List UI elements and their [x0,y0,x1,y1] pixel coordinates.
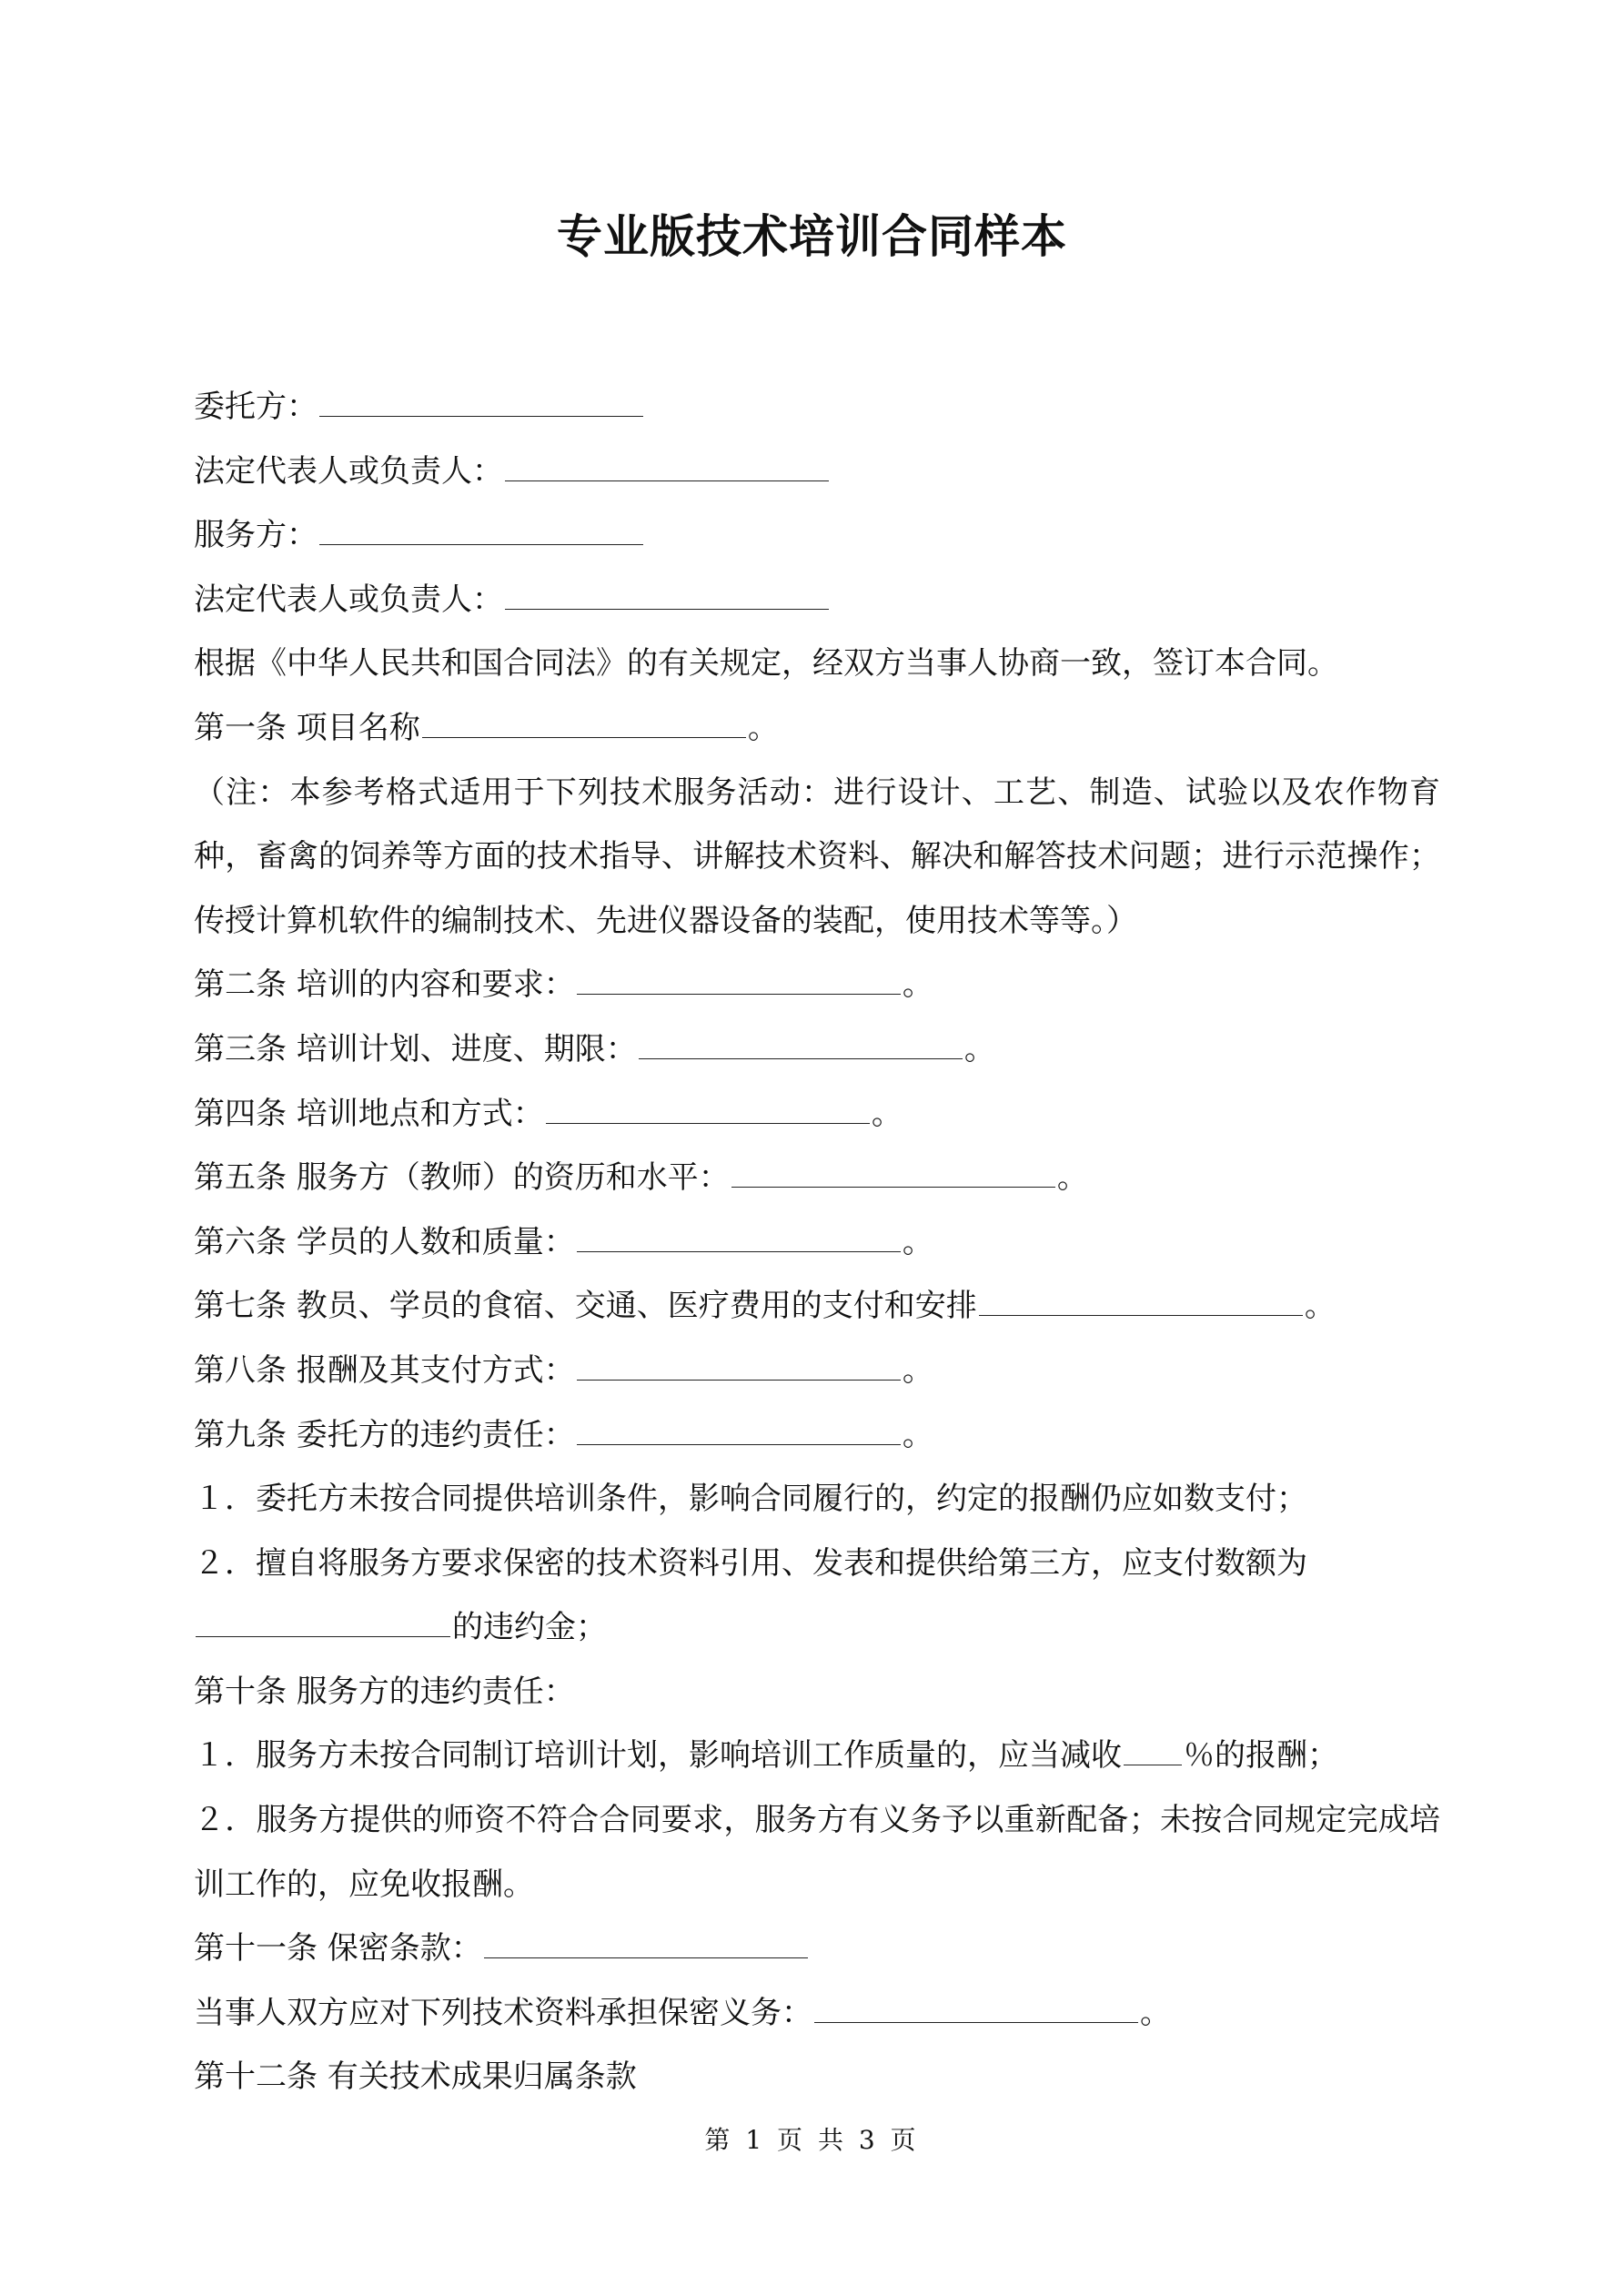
article-7-blank [979,1315,1303,1316]
period: 。 [1304,1288,1336,1325]
article-10-item-2: ２．服务方提供的师资不符合合同要求，服务方有义务予以重新配备；未按合同规定完成培训工作的，应免收报酬。 [194,1802,1440,1903]
contract-body [194,375,1440,2109]
article-1-blank [422,737,746,738]
article-7-label: 第七条 教员、学员的食宿、交通、医疗费用的支付和安排 [194,1288,977,1325]
article-9-item-2-end: 的违约金； [452,1609,607,1646]
article-12: 第十二条 有关技术成果归属条款 [194,2058,637,2096]
article-10: 第十条 服务方的违约责任： [194,1673,575,1710]
article-3 [194,1017,1440,1082]
article-3-blank [639,1058,963,1059]
article-9-item-2-cont [194,1595,1440,1660]
article-8 [194,1339,1440,1403]
article-5-label: 第五条 服务方（教师）的资历和水平： [194,1159,730,1197]
period: 。 [902,1416,933,1453]
article-2-label: 第二条 培训的内容和要求： [194,966,575,1004]
article-10-item-1 [194,1724,1440,1788]
article-11-text [194,1981,1440,2046]
article-5-blank [731,1187,1055,1188]
article-11-blank [484,1957,808,1958]
article-11-label: 第十一条 保密条款： [194,1930,482,1967]
article-1 [194,696,1440,761]
article-1-end: 。 [747,709,779,746]
article-9-item-1: １．委托方未按合同提供培训条件，影响合同履行的，约定的报酬仍应如数支付； [194,1481,1307,1518]
article-2-blank [577,994,901,995]
confidentiality-text: 当事人双方应对下列技术资料承担保密义务： [194,1994,812,2031]
client-rep-field [194,440,1440,504]
provider-rep-field [194,568,1440,632]
period: 。 [902,1351,933,1389]
article-6-label: 第六条 学员的人数和质量： [194,1223,575,1260]
article-11 [194,1917,1440,1981]
period: 。 [902,1223,933,1260]
client-field [194,375,1440,440]
article-6 [194,1210,1440,1275]
penalty-amount-blank [196,1636,450,1637]
period: 。 [871,1095,903,1132]
provider-field [194,503,1440,568]
article-8-label: 第八条 报酬及其支付方式： [194,1351,575,1389]
period: 。 [1140,1994,1171,2031]
article-9-blank [577,1444,901,1445]
client-blank [319,416,643,417]
article-2 [194,953,1440,1017]
provider-rep-blank [505,609,829,610]
article-4-label: 第四条 培训地点和方式： [194,1095,544,1132]
period: 。 [1056,1159,1088,1197]
scope-note: （注：本参考格式适用于下列技术服务活动：进行设计、工艺、制造、试验以及农作物育种，畜禽的饲养等方面的技术指导、讲解技术资料、解决和解答技术问题；进行示范操作；传授计算机软件的编制技术、先进仪器设备的装配，使用技术等等。） [194,774,1440,939]
client-label: 委托方： [194,389,318,425]
article-10-item-1-pre: １．服务方未按合同制订培训计划，影响培训工作质量的，应当减收 [194,1737,1122,1775]
article-3-label: 第三条 培训计划、进度、期限： [194,1030,637,1067]
page-title: 专业版技术培训合同样本 [557,209,1067,263]
article-10-item-1-post: ％的报酬； [1184,1737,1338,1775]
article-7 [194,1274,1440,1339]
article-1-label: 第一条 项目名称 [194,709,420,746]
article-5 [194,1146,1440,1210]
client-rep-blank [505,480,829,481]
article-4 [194,1082,1440,1147]
article-9-label: 第九条 委托方的违约责任： [194,1416,575,1453]
provider-blank [319,544,643,545]
article-4-blank [546,1123,870,1124]
client-rep-label: 法定代表人或负责人： [194,452,503,490]
period: 。 [902,966,933,1004]
provider-rep-label: 法定代表人或负责人： [194,581,503,618]
article-9-item-2: ２．擅自将服务方要求保密的技术资料引用、发表和提供给第三方，应支付数额为 [194,1544,1307,1582]
period: 。 [963,1030,995,1067]
article-9 [194,1403,1440,1468]
confidentiality-blank [814,2022,1138,2023]
preamble: 根据《中华人民共和国合同法》的有关规定，经双方当事人协商一致，签订本合同。 [194,645,1338,683]
provider-label: 服务方： [194,517,318,554]
article-8-blank [577,1380,901,1381]
page-footer: 第 1 页 共 3 页 [704,2125,920,2155]
article-6-blank [577,1251,901,1252]
